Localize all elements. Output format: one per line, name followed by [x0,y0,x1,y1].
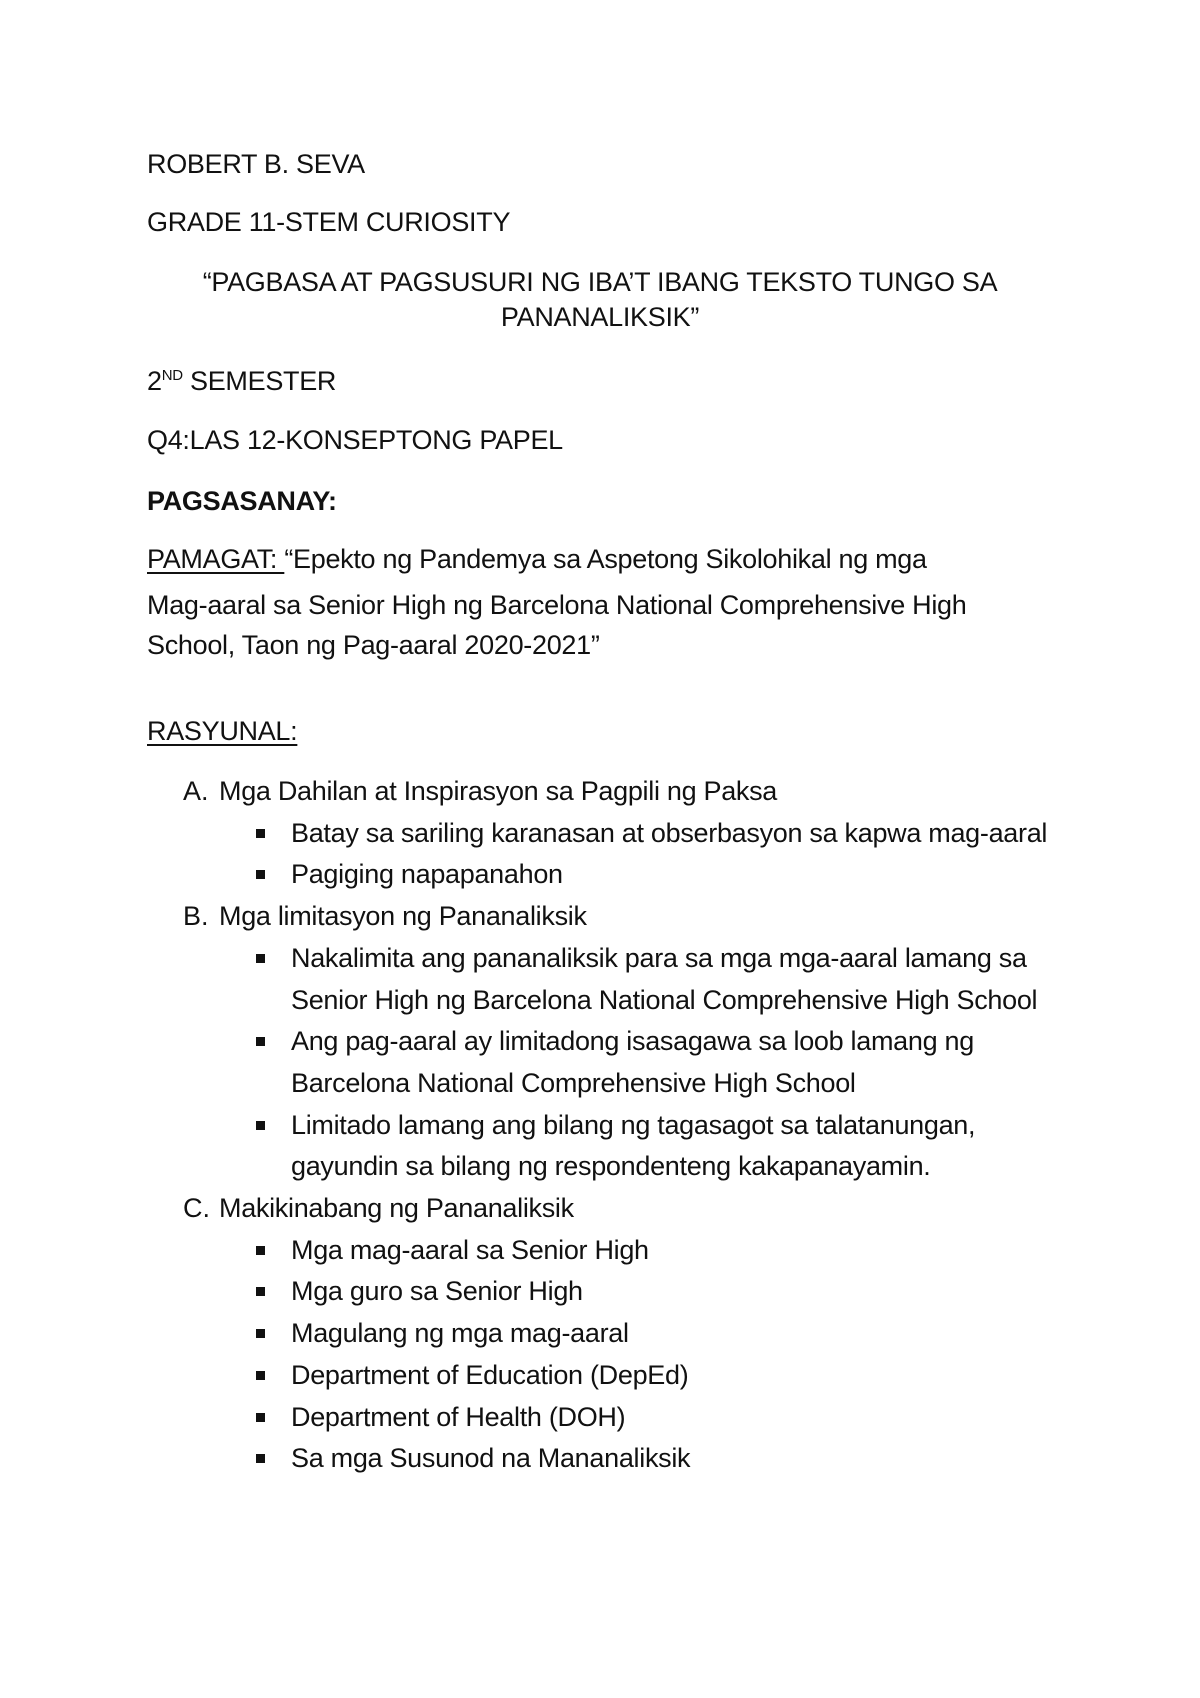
research-title-line-3: School, Taon ng Pag-aaral 2020-2021” [147,630,600,660]
bullet-text: Department of Education (DepEd) [291,1359,689,1390]
bullet-text: Senior High ng Barcelona National Comprehensive High School [291,984,1038,1015]
activity-title: Q4:LAS 12-KONSEPTONG PAPEL [147,425,563,455]
section-letter: A. [183,776,209,806]
bullet-marker [256,1037,265,1046]
bullet-text: Nakalimita ang pananaliksik para sa mga mga-aaral lamang sa [291,942,1027,973]
bullet-text: Mga mag-aaral sa Senior High [291,1234,649,1265]
semester [147,360,336,402]
semester-ordinal-suffix: ND [161,367,183,384]
bullet-marker [256,1413,265,1422]
bullet-marker [256,1454,265,1463]
bullet-text: Barcelona National Comprehensive High School [291,1067,856,1098]
section-title: Mga Dahilan at Inspirasyon sa Pagpili ng Paksa [219,776,778,806]
bullet-text: Pagiging napapanahon [291,859,563,890]
bullet-text: gayundin sa bilang ng respondenteng kakapanayamin. [291,1151,931,1182]
semester-word: SEMESTER [182,366,337,396]
section-letter: C. [183,1193,210,1223]
bullet-marker [256,1287,265,1296]
bullet-text: Mga guro sa Senior High [291,1276,583,1307]
bullet-text: Batay sa sariling karanasan at obserbasyon sa kapwa mag-aaral [291,817,1048,848]
section-title: Makikinabang ng Pananaliksik [219,1193,574,1223]
bullet-marker [256,954,265,963]
subject-title-line-1: “PAGBASA AT PAGSUSURI NG IBA’T IBANG TEKSTO TUNGO SA [202,267,998,297]
research-title-text-1: “Epekto ng Pandemya sa Aspetong Sikolohikal ng mga [284,544,927,574]
bullet-marker [256,1371,265,1380]
bullet-marker [256,870,265,879]
bullet-marker [256,1246,265,1255]
research-title-line-2: Mag-aaral sa Senior High ng Barcelona National Comprehensive High [147,590,967,620]
research-title-label: PAMAGAT: [147,544,285,574]
bullet-marker [256,1121,265,1130]
exercise-heading: PAGSASANAY: [147,486,337,516]
section-letter: B. [183,901,209,932]
grade-section: GRADE 11-STEM CURIOSITY [147,207,511,237]
bullet-text: Department of Health (DOH) [291,1401,626,1432]
student-name: ROBERT B. SEVA [147,149,365,179]
subject-title-line-2: PANANALIKSIK” [500,302,700,332]
section-title: Mga limitasyon ng Pananaliksik [219,901,587,932]
bullet-text: Ang pag-aaral ay limitadong isasagawa sa loob lamang ng [291,1026,974,1057]
research-title-line-1 [147,538,927,580]
semester-number: 2 [147,366,162,396]
bullet-marker [256,829,265,838]
bullet-text: Sa mga Susunod na Mananaliksik [291,1443,691,1474]
bullet-marker [256,1329,265,1338]
bullet-text: Magulang ng mga mag-aaral [291,1318,629,1349]
bullet-text: Limitado lamang ang bilang ng tagasagot sa talatanungan, [291,1109,976,1140]
rationale-heading: RASYUNAL: [147,716,298,746]
